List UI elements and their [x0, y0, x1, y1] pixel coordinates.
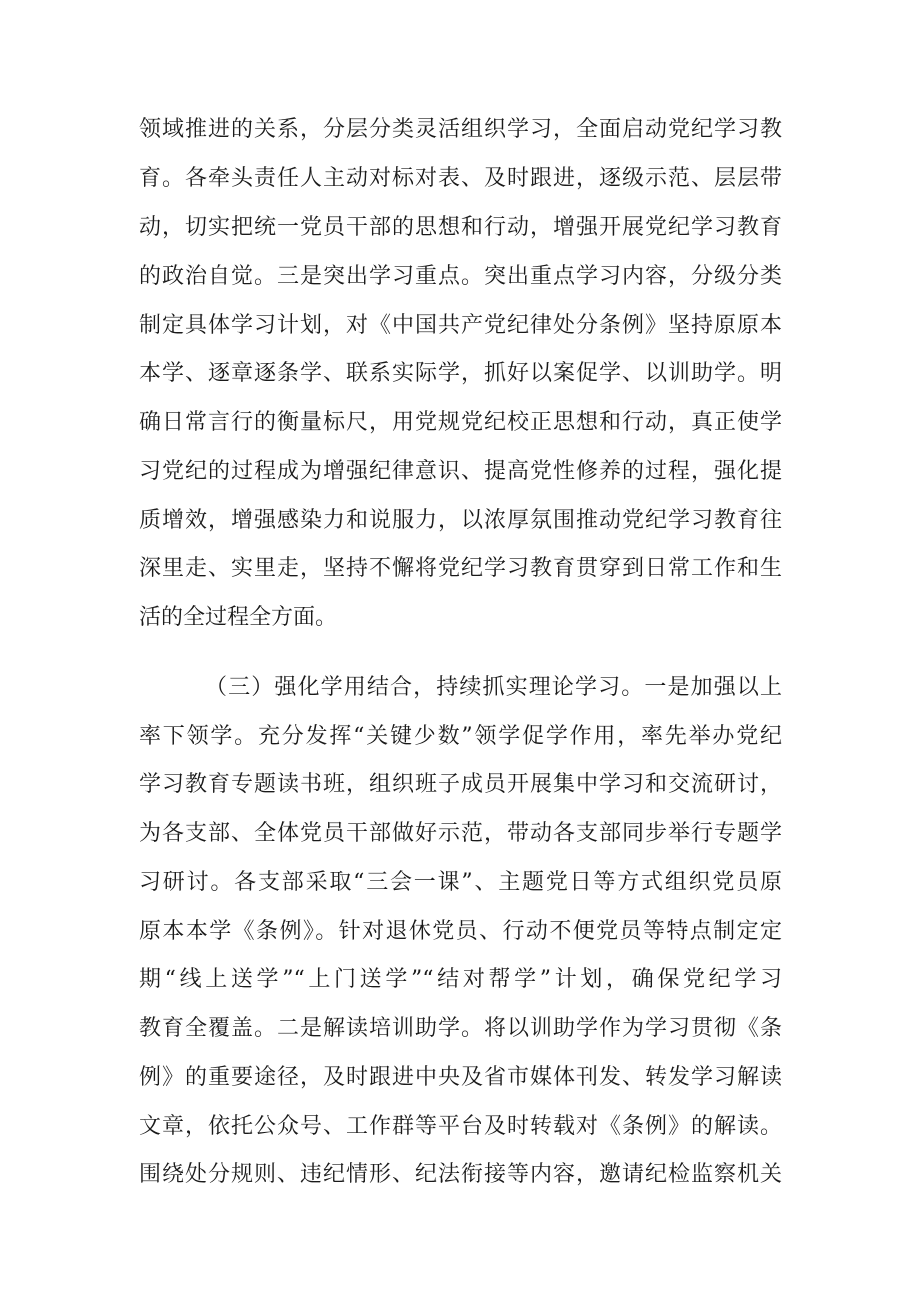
paragraph-line: 期“线上送学”“上门送学”“结对帮学”计划，确保党纪学习 — [139, 967, 782, 992]
paragraph-line: （三）强化学用结合，持续抓实理论学习。一是加强以上 — [205, 675, 782, 700]
paragraph-line: 活的全过程全方面。 — [139, 605, 338, 630]
paragraph-line: 习研讨。各支部采取“三会一课”、主题党日等方式组织党员原 — [139, 870, 782, 895]
paragraph-line: 深里走、实里走，坚持不懈将党纪学习教育贯穿到日常工作和生 — [139, 556, 782, 581]
paragraph-line: 动，切实把统一党员干部的思想和行动，增强开展党纪学习教育 — [139, 215, 782, 240]
paragraph-line: 为各支部、全体党员干部做好示范，带动各支部同步举行专题学 — [139, 821, 782, 846]
paragraph-line: 确日常言行的衡量标尺，用党规党纪校正思想和行动，真正使学 — [139, 410, 782, 435]
paragraph-line: 制定具体学习计划，对《中国共产党纪律处分条例》坚持原原本 — [139, 313, 782, 338]
paragraph-line: 例》的重要途径，及时跟进中央及省市媒体刊发、转发学习解读 — [139, 1065, 782, 1090]
paragraph-line: 育。各牵头责任人主动对标对表、及时跟进，逐级示范、层层带 — [139, 166, 782, 191]
paragraph-line: 原本本学《条例》。针对退休党员、行动不便党员等特点制定定 — [139, 919, 782, 944]
paragraph-line: 本学、逐章逐条学、联系实际学，抓好以案促学、以训助学。明 — [139, 361, 782, 386]
paragraph-line: 习党纪的过程成为增强纪律意识、提高党性修养的过程，强化提 — [139, 459, 782, 484]
paragraph-line: 质增效，增强感染力和说服力，以浓厚氛围推动党纪学习教育往 — [139, 508, 782, 533]
paragraph-line: 围绕处分规则、违纪情形、纪法衔接等内容，邀请纪检监察机关 — [139, 1162, 782, 1187]
paragraph-line: 学习教育专题读书班，组织班子成员开展集中学习和交流研讨， — [139, 772, 782, 797]
paragraph-line: 文章，依托公众号、工作群等平台及时转载对《条例》的解读。 — [139, 1114, 782, 1139]
paragraph-line: 领域推进的关系，分层分类灵活组织学习，全面启动党纪学习教 — [139, 117, 782, 142]
paragraph-line: 教育全覆盖。二是解读培训助学。将以训助学作为学习贯彻《条 — [139, 1016, 782, 1041]
paragraph-line: 率下领学。充分发挥“关键少数”领学促学作用，率先举办党纪 — [139, 724, 782, 749]
paragraph-line: 的政治自觉。三是突出学习重点。突出重点学习内容，分级分类 — [139, 264, 782, 289]
